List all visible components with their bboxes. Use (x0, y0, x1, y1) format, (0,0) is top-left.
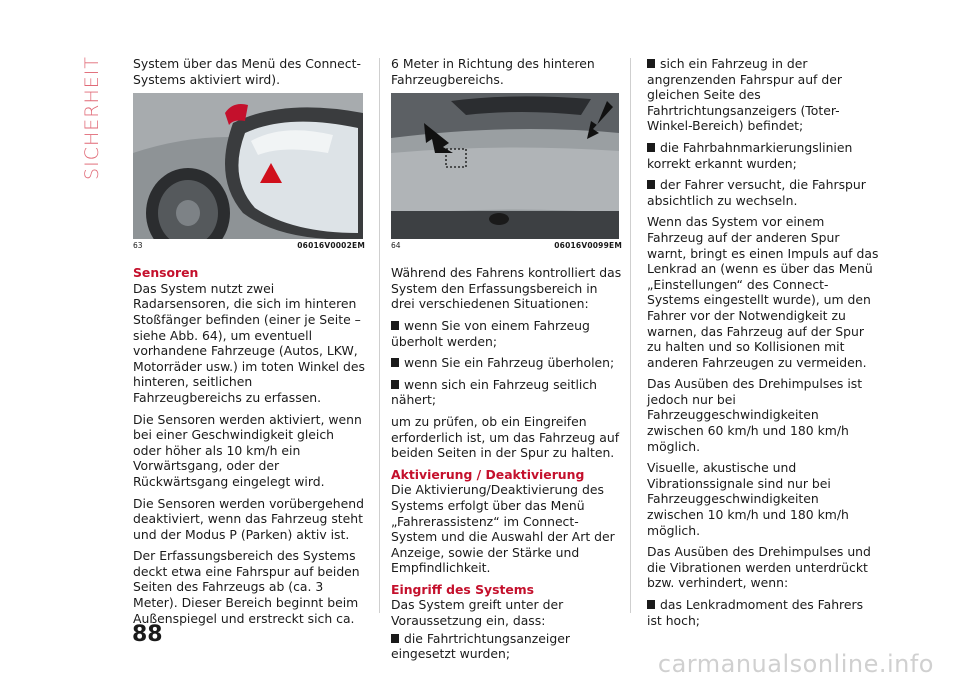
square-bullet-icon (391, 321, 399, 330)
figure-number: 63 (133, 241, 143, 251)
paragraph: Der Erfassungsbereich des Systems deckt etwa eine Fahrspur auf beiden Seiten des Fahrzeugs ab (ca. 3 Meter). Dieser Bereich beginnt beim Außenspiegel und erstreckt sich ca. (133, 548, 360, 626)
paragraph: System über das Menü des Connect-Systems aktiviert wird). (133, 56, 361, 87)
list-item: der Fahrer versucht, die Fahrspur absichtlich zu wechseln. (647, 177, 866, 208)
section-heading: Eingriff des Systems (391, 581, 535, 597)
figure-caption (133, 241, 365, 251)
column-2 (391, 56, 622, 668)
paragraph: Das Ausüben des Drehimpulses ist jedoch nur bei Fahrzeuggeschwindigkeiten zwischen 60 km/h und 180 km/h möglich. (647, 376, 863, 454)
figure-caption (391, 241, 622, 251)
paragraph: um zu prüfen, ob ein Eingreifen erforderlich ist, um das Fahrzeug auf beiden Seiten in der Spur zu halten. (391, 413, 620, 461)
square-bullet-icon (391, 634, 399, 643)
column-divider (379, 58, 380, 613)
paragraph: Das System nutzt zwei Radarsensoren, die sich im hinteren Stoßfänger befinden (einer je Seite – siehe Abb. 64), um eventuell vorhandene Fahrzeuge (Autos, LKW, Motorräder usw.) im toten Winkel des hinteren, seitlichen Fahrzeugbereichs zu erfassen. (133, 280, 365, 405)
list-item: die Fahrtrichtungsanzeiger eingesetzt wurden; (391, 630, 570, 662)
list-item: die Fahrbahnmarkierungslinien korrekt erkannt wurden; (647, 139, 853, 171)
square-bullet-icon (391, 380, 399, 389)
paragraph: Während des Fahrens kontrolliert das System den Erfassungsbereich in drei verschiedenen Situationen: (391, 265, 622, 312)
paragraph: Das System greift unter der Voraussetzung ein, dass: (391, 597, 564, 629)
paragraph: 6 Meter in Richtung des hinteren Fahrzeugbereichs. (391, 56, 595, 87)
square-bullet-icon (647, 59, 655, 68)
paragraph: Die Sensoren werden aktiviert, wenn bei einer Geschwindigkeit gleich oder höher als 10 km/h ein Vorwärtsgang, oder der Rückwärtsgang eingelegt wird. (133, 411, 362, 489)
square-bullet-icon (647, 180, 655, 189)
figure-mirror (133, 93, 363, 239)
square-bullet-icon (647, 600, 655, 609)
watermark: carmanualsonline.info (657, 650, 934, 678)
square-bullet-icon (391, 358, 399, 367)
paragraph: Visuelle, akustische und Vibrationssignale sind nur bei Fahrzeuggeschwindigkeiten zwischen 10 km/h und 180 km/h möglich. (647, 460, 849, 538)
column-divider (630, 58, 631, 613)
section-tab-label: SICHERHEIT (81, 56, 103, 180)
figure-code: 06016V0099EM (554, 241, 622, 251)
square-bullet-icon (647, 143, 655, 152)
figure-number: 64 (391, 241, 401, 251)
list-item: wenn Sie ein Fahrzeug überholen; (391, 355, 622, 371)
rear-bumper-illustration (391, 93, 619, 239)
figure-rear-sensors (391, 93, 619, 239)
paragraph: Die Aktivierung/Deaktivierung des Systems erfolgt über das Menü „Fahrerassistenz“ im Connect-System und die Auswahl der Art der Anzeige, sowie der Stärke und Empfindlichkeit. (391, 482, 615, 576)
section-heading: Aktivierung / Deaktivierung (391, 466, 585, 482)
column-1 (133, 56, 365, 632)
list-item: wenn sich ein Fahrzeug seitlich nähert; (391, 376, 598, 408)
paragraph: Wenn das System vor einem Fahrzeug auf der anderen Spur warnt, bringt es einen Impuls auf das Lenkrad an (wenn es über das Menü „Einstellungen“ des Connect-Systems eingestellt wurde), um den Fahrer vor der Notwendigkeit zu warnen, das Fahrzeug auf der Spur zu halten und so Kollisionen mit anderen Fahrzeugen zu vermeiden. (647, 214, 879, 370)
mirror-illustration (133, 93, 363, 239)
paragraph: Das Ausüben des Drehimpulses und die Vibrationen werden unterdrückt bzw. verhindert, wenn: (647, 544, 871, 591)
list-item: sich ein Fahrzeug in der angrenzenden Fahrspur auf der gleichen Seite des Fahrtrichtungsanzeigers (Toter-Winkel-Bereich) befindet; (647, 56, 842, 134)
list-item: das Lenkradmoment des Fahrers ist hoch; (647, 597, 864, 628)
section-heading: Sensoren (133, 265, 199, 281)
section-tab (82, 48, 102, 188)
list-item: wenn Sie von einem Fahrzeug überholt werden; (391, 317, 590, 349)
figure-code: 06016V0002EM (297, 241, 365, 251)
paragraph: Die Sensoren werden vorübergehend deaktiviert, wenn das Fahrzeug steht und der Modus P (Parken) aktiv ist. (133, 495, 364, 542)
page-number: 88 (132, 622, 163, 647)
column-3 (647, 56, 879, 634)
